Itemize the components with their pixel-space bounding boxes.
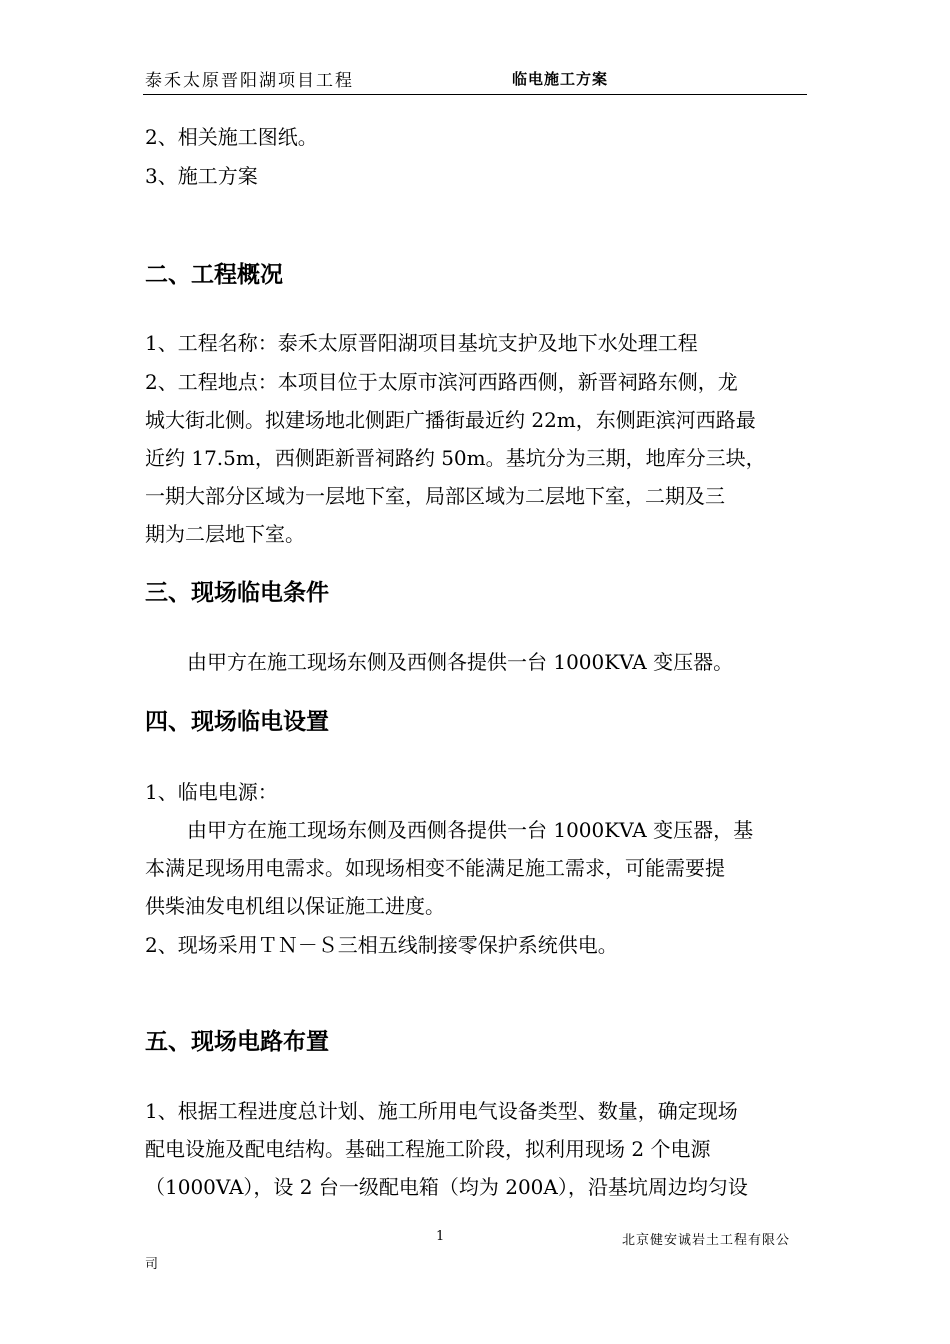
paragraph-line: 本满足现场用电需求。如现场相变不能满足施工需求，可能需要提 (145, 856, 725, 880)
paragraph-line: 2、工程地点：本项目位于太原市滨河西路西侧，新晋祠路东侧，龙 (145, 370, 738, 394)
section-heading: 三、现场临电条件 (145, 580, 329, 606)
paragraph-line: 1、工程名称：泰禾太原晋阳湖项目基坑支护及地下水处理工程 (145, 331, 698, 355)
paragraph-line: 一期大部分区域为一层地下室，局部区域为二层地下室，二期及三 (145, 484, 725, 508)
section-heading: 二、工程概况 (145, 262, 283, 288)
page-number: 1 (436, 1229, 445, 1244)
paragraph-line: 由甲方在施工现场东侧及西侧各提供一台 1000KVA 变压器，基 (187, 818, 754, 842)
paragraph-line: 供柴油发电机组以保证施工进度。 (145, 894, 445, 918)
section-heading: 四、现场临电设置 (145, 709, 329, 735)
paragraph-line: 城大街北侧。拟建场地北侧距广播街最近约 22m，东侧距滨河西路最 (145, 408, 756, 432)
header-project-name: 泰禾太原晋阳湖项目工程 (145, 71, 354, 91)
paragraph-line: （1000VA），设 2 台一级配电箱（均为 200A），沿基坑周边均匀设 (145, 1175, 748, 1199)
paragraph-line: 由甲方在施工现场东侧及西侧各提供一台 1000KVA 变压器。 (187, 650, 734, 674)
header-divider (143, 94, 807, 95)
paragraph-line: 1、临电电源： (145, 780, 278, 804)
intro-list-item: 2、相关施工图纸。 (145, 125, 318, 149)
footer-company-name-wrap: 司 (145, 1257, 159, 1272)
paragraph-line: 近约 17.5m，西侧距新晋祠路约 50m。基坑分为三期，地库分三块， (145, 446, 766, 470)
section-heading: 五、现场电路布置 (145, 1029, 329, 1055)
intro-list-item: 3、施工方案 (145, 164, 258, 188)
paragraph-line: 1、根据工程进度总计划、施工所用电气设备类型、数量，确定现场 (145, 1099, 738, 1123)
footer-company-name: 北京健安诚岩土工程有限公 (622, 1233, 791, 1248)
header-document-title: 临电施工方案 (512, 70, 609, 88)
paragraph-line: 2、现场采用ＴＮ－Ｓ三相五线制接零保护系统供电。 (145, 933, 618, 957)
paragraph-line: 期为二层地下室。 (145, 522, 305, 546)
paragraph-line: 配电设施及配电结构。基础工程施工阶段，拟利用现场 2 个电源 (145, 1137, 711, 1161)
